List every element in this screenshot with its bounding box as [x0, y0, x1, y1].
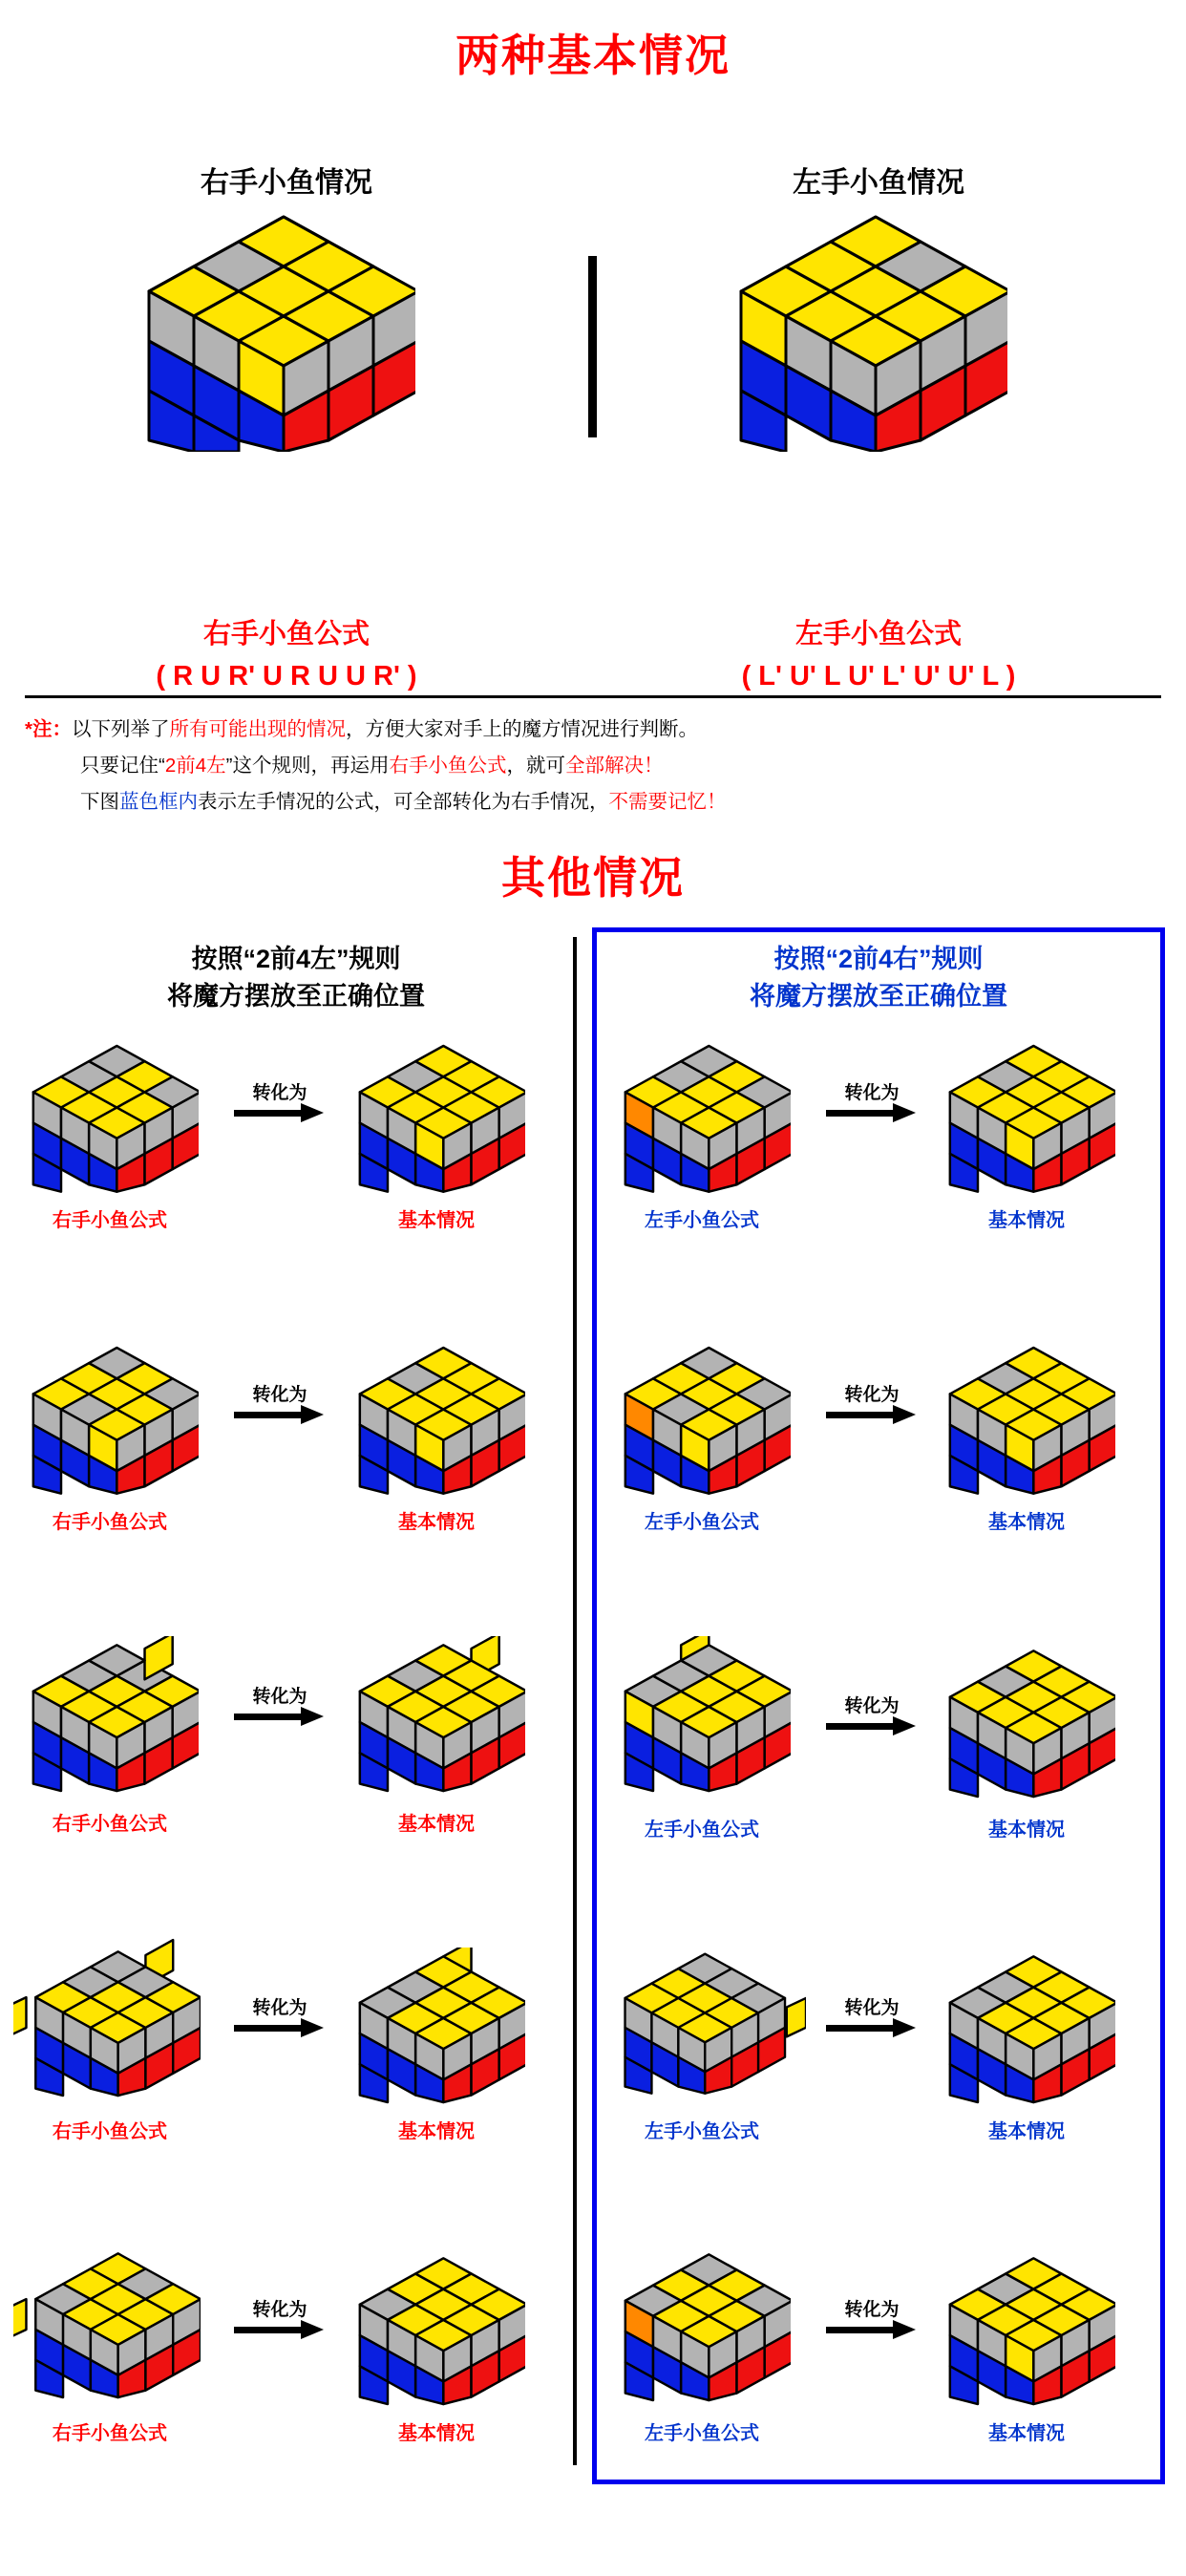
caption-right-5-result: 基本情况 — [988, 2423, 1065, 2445]
arrow-left-1 — [227, 1078, 332, 1119]
caption-right-1-result: 基本情况 — [988, 1210, 1065, 1232]
arrow-left-1-label: 转化为 — [252, 1083, 307, 1104]
caption-right-3-formula: 左手小鱼公式 — [645, 1820, 759, 1842]
note-l2b: 2前4左 — [164, 754, 226, 777]
cube-left-5-after — [353, 2249, 525, 2418]
cube-right-3-before — [619, 1636, 791, 1805]
arrow-right-2 — [819, 1380, 924, 1421]
note-l1c: ，方便大家对手上的魔方情况进行判断。 — [345, 718, 698, 740]
arrow-right-3-graphic — [826, 1719, 918, 1733]
arrow-left-2-label: 转化为 — [252, 1385, 307, 1406]
row-right-3 — [592, 1636, 1165, 1902]
note-l2g: ！ — [643, 754, 664, 777]
note-l3b: 蓝色框内 — [119, 790, 198, 813]
note-line-3 — [25, 784, 1161, 820]
row-left-1 — [10, 1033, 582, 1298]
note-l2a: 只要记住“ — [80, 754, 165, 777]
arrow-right-5-label: 转化为 — [844, 2300, 900, 2321]
cube-left-4-after — [353, 1948, 525, 2117]
caption-right-4-result: 基本情况 — [988, 2121, 1065, 2143]
caption-left-1-result: 基本情况 — [398, 1210, 475, 1232]
note-l2d: 右手小鱼公式 — [389, 754, 507, 777]
cube-left-2-before — [27, 1334, 199, 1503]
cube-right-5-after — [943, 2249, 1115, 2418]
arrow-right-4-label: 转化为 — [844, 1998, 900, 2019]
column-right-heading-line2: 将魔方摆放至正确位置 — [750, 981, 1007, 1011]
arrow-left-2 — [227, 1380, 332, 1421]
cube-left-4-before — [13, 1938, 201, 2115]
right-sune-formula-name: 右手小鱼公式 — [202, 619, 370, 649]
row-right-1 — [592, 1033, 1165, 1298]
cube-right-4-before — [619, 1938, 806, 2115]
vertical-divider — [588, 256, 597, 437]
row-left-4 — [10, 1938, 582, 2203]
cube-right-3-after — [943, 1642, 1115, 1811]
left-sune-formula: ( L' U' L U' L' U' U' L ) — [741, 660, 1016, 692]
caption-left-4-result: 基本情况 — [398, 2121, 475, 2143]
cube-left-3-after — [353, 1636, 525, 1805]
cube-right-1-after — [943, 1033, 1115, 1202]
caption-left-4-formula: 右手小鱼公式 — [53, 2121, 167, 2143]
row-left-5 — [10, 2240, 582, 2505]
caption-right-3-result: 基本情况 — [988, 1820, 1065, 1842]
column-right — [592, 927, 1165, 2505]
caption-right-5-formula: 左手小鱼公式 — [645, 2423, 759, 2445]
note-l3e: ！ — [707, 790, 727, 813]
cube-right-2-before — [619, 1334, 791, 1503]
arrow-left-1-graphic — [234, 1106, 326, 1119]
arrow-left-4-label: 转化为 — [252, 1998, 307, 2019]
column-left-heading — [10, 927, 582, 1015]
cube-right-4-after — [943, 1948, 1115, 2117]
arrow-right-1-graphic — [826, 1106, 918, 1119]
caption-left-2-formula: 右手小鱼公式 — [53, 1512, 167, 1534]
caption-right-2-formula: 左手小鱼公式 — [645, 1512, 759, 1534]
caption-right-2-result: 基本情况 — [988, 1512, 1065, 1534]
row-right-5 — [592, 2240, 1165, 2505]
arrow-left-3-label: 转化为 — [252, 1687, 307, 1708]
arrow-right-5 — [819, 2295, 924, 2336]
cube-right-1-before — [619, 1033, 791, 1202]
row-right-2 — [592, 1334, 1165, 1600]
arrow-left-5-graphic — [234, 2323, 326, 2336]
note-l2e: ，就可 — [506, 754, 565, 777]
row-right-4 — [592, 1938, 1165, 2203]
row-left-3 — [10, 1636, 582, 1902]
note-l2f: 全部解决 — [564, 754, 644, 777]
column-left — [10, 927, 582, 2505]
arrow-left-2-graphic — [234, 1408, 326, 1421]
note-line-1 — [25, 712, 1161, 748]
row-left-2 — [10, 1334, 582, 1600]
arrow-left-4-graphic — [234, 2021, 326, 2034]
note-l2c: ”这个规则，再运用 — [225, 754, 390, 777]
other-cases-grid — [0, 927, 1186, 2513]
cube-left-1-after — [353, 1033, 525, 1202]
note-block — [25, 695, 1161, 826]
other-cases-title: 其他情况 — [501, 852, 685, 903]
cube-left-hand-sune — [731, 203, 1007, 452]
note-l1b: 所有可能出现的情况 — [169, 718, 346, 740]
arrow-right-1 — [819, 1078, 924, 1119]
arrow-left-5 — [227, 2295, 332, 2336]
arrow-right-2-label: 转化为 — [844, 1385, 900, 1406]
cube-left-3-before — [27, 1636, 199, 1805]
arrow-right-1-label: 转化为 — [844, 1083, 900, 1104]
note-star: *注： — [25, 718, 72, 740]
case-left-heading: 左手小鱼情况 — [793, 167, 964, 199]
right-sune-formula: ( R U R' U R U U R' ) — [156, 660, 417, 692]
cube-left-1-before — [27, 1033, 199, 1202]
caption-left-5-formula: 右手小鱼公式 — [53, 2423, 167, 2445]
column-right-heading-line1: 按照“2前4右”规则 — [773, 944, 984, 973]
arrow-left-3 — [227, 1682, 332, 1723]
caption-left-3-result: 基本情况 — [398, 1814, 475, 1836]
column-right-heading — [592, 927, 1165, 1015]
cube-right-hand-sune — [138, 203, 415, 452]
cube-left-2-after — [353, 1334, 525, 1503]
arrow-right-3 — [819, 1692, 924, 1733]
note-l1a: 以下列举了 — [71, 718, 170, 740]
arrow-right-3-label: 转化为 — [844, 1696, 900, 1717]
arrow-left-3-graphic — [234, 1710, 326, 1723]
note-l3c: 表示左手情况的公式，可全部转化为右手情况， — [198, 790, 609, 813]
caption-right-1-formula: 左手小鱼公式 — [645, 1210, 759, 1232]
cube-right-2-after — [943, 1334, 1115, 1503]
arrow-right-4 — [819, 1993, 924, 2034]
note-line-2 — [25, 748, 1161, 784]
caption-left-1-formula: 右手小鱼公式 — [53, 1210, 167, 1232]
caption-left-3-formula: 右手小鱼公式 — [53, 1814, 167, 1836]
basic-cases-panel — [0, 84, 1186, 695]
caption-right-4-formula: 左手小鱼公式 — [645, 2121, 759, 2143]
arrow-left-4 — [227, 1993, 332, 2034]
case-right-heading: 右手小鱼情况 — [201, 167, 372, 199]
caption-left-5-result: 基本情况 — [398, 2423, 475, 2445]
page-title: 两种基本情况 — [455, 31, 731, 80]
cube-right-5-before — [619, 2246, 791, 2415]
note-l3d: 不需要记忆 — [608, 790, 707, 813]
arrow-right-2-graphic — [826, 1408, 918, 1421]
column-left-heading-line1: 按照“2前4左”规则 — [191, 944, 401, 973]
caption-left-2-result: 基本情况 — [398, 1512, 475, 1534]
column-left-heading-line2: 将魔方摆放至正确位置 — [167, 981, 425, 1011]
arrow-right-5-graphic — [826, 2323, 918, 2336]
left-sune-formula-name: 左手小鱼公式 — [794, 619, 962, 649]
arrow-right-4-graphic — [826, 2021, 918, 2034]
note-l3a: 下图 — [80, 790, 119, 813]
cube-left-5-before — [13, 2240, 201, 2416]
arrow-left-5-label: 转化为 — [252, 2300, 307, 2321]
